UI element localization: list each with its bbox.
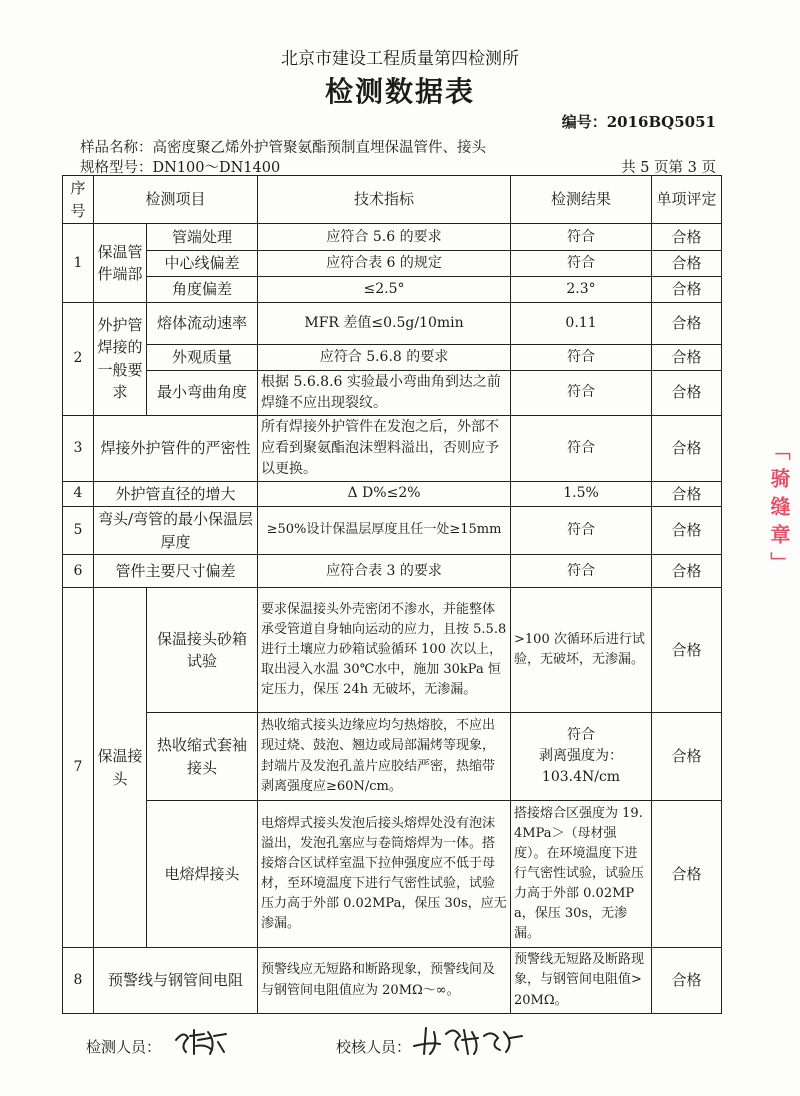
result-cell: 符合: [511, 370, 652, 415]
sample-name: 样品名称：高密度聚乙烯外护管聚氨酯预制直埋保温管件、接头: [80, 140, 486, 156]
spec-cell: 要求保温接头外壳密闭不渗水，并能整体承受管道自身轴向运动的应力，且按 5.5.8 进行土壤应力砂箱试验循环 100 次以上，取出浸入水温 30℃水中，施加 30kPa 恒定压力，保压 24h 无破坏，无渗漏。: [258, 588, 511, 713]
row-number: 1: [63, 224, 94, 303]
rating-cell: 合格: [652, 713, 722, 801]
row-number: 2: [63, 303, 94, 416]
header-item: 检测项目: [94, 176, 258, 224]
table-row: [63, 415, 722, 481]
table-row: [63, 345, 722, 371]
spec-cell: 应符合表 3 的要求: [258, 555, 511, 588]
header-result: 检测结果: [511, 176, 652, 224]
spec-cell: 根据 5.6.8.6 实验最小弯曲角到达之前焊缝不应出现裂纹。: [258, 370, 511, 415]
document-number: 编号：2016BQ5051: [561, 113, 716, 131]
spec-model: 规格型号：DN100～DN1400: [80, 160, 281, 176]
spec-cell: 热收缩式接头边缘应均匀热熔胶，不应出现过烧、鼓泡、翘边或局部漏烤等现象，封端片及发泡孔盖片应胶结严密，热缩带剥离强度应≥60N/cm。: [258, 713, 511, 801]
rating-cell: 合格: [652, 588, 722, 713]
table-row: [63, 370, 722, 415]
rating-cell: 合格: [652, 251, 722, 277]
result-cell: 预警线无短路及断路现象，与钢管间电阻值>20MΩ。: [511, 948, 652, 1014]
rating-cell: 合格: [652, 370, 722, 415]
row-group: 保温接头: [94, 588, 147, 948]
item-cell: 最小弯曲角度: [147, 370, 258, 415]
header-seq: 序号: [63, 176, 94, 224]
row-number: 3: [63, 415, 94, 481]
result-cell: >100 次循环后进行试验，无破坏，无渗漏。: [511, 588, 652, 713]
rating-cell: 合格: [652, 303, 722, 345]
tester-signature: [170, 1022, 232, 1058]
item-cell: 熔体流动速率: [147, 303, 258, 345]
table-row: [63, 507, 722, 555]
table-row: [63, 481, 722, 507]
rating-cell: 合格: [652, 415, 722, 481]
tester-label: 检测人员：: [86, 1038, 162, 1056]
result-cell: 符合: [511, 251, 652, 277]
result-cell: 符合: [511, 507, 652, 555]
result-line: 剥离强度为：: [539, 748, 624, 764]
rating-cell: 合格: [652, 801, 722, 948]
result-line: 符合: [567, 727, 596, 743]
reviewer-label: 校核人员：: [336, 1038, 412, 1056]
row-number: 5: [63, 507, 94, 555]
row-number: 6: [63, 555, 94, 588]
table-row: [63, 948, 722, 1014]
spec-cell: 应符合 5.6 的要求: [258, 224, 511, 251]
rating-cell: 合格: [652, 507, 722, 555]
result-cell: 2.3°: [511, 277, 652, 303]
spec-cell: 应符合 5.6.8 的要求: [258, 345, 511, 371]
item-cell: 电熔焊接头: [147, 801, 258, 948]
item-cell: 预警线与钢管间电阻: [94, 948, 258, 1014]
rating-cell: 合格: [652, 555, 722, 588]
row-number: 7: [63, 588, 94, 948]
table-row: [63, 555, 722, 588]
row-group: 保温管件端部: [94, 224, 147, 303]
seal-stamp: 「骑缝章」: [767, 440, 791, 580]
rating-cell: 合格: [652, 345, 722, 371]
rating-cell: 合格: [652, 481, 722, 507]
table-row: [63, 801, 722, 948]
result-cell: 搭接熔合区强度为 19.4MPa＞（母材强度）。在环境温度下进行气密性试验，试验压力高于外部 0.02MPa，保压 30s，无渗漏。: [511, 801, 652, 948]
item-cell: 管件主要尺寸偏差: [94, 555, 258, 588]
row-group: 外护管焊接的一般要求: [94, 303, 147, 416]
rating-cell: 合格: [652, 277, 722, 303]
spec-cell: 所有焊接外护管件在发泡之后，外部不应看到聚氨酯泡沫塑料溢出，否则应予以更换。: [258, 415, 511, 481]
table-row: [63, 224, 722, 251]
rating-cell: 合格: [652, 224, 722, 251]
item-cell: 热收缩式套袖接头: [147, 713, 258, 801]
spec-cell: 应符合表 6 的规定: [258, 251, 511, 277]
row-number: 4: [63, 481, 94, 507]
table-header-row: [63, 176, 722, 224]
header-rating: 单项评定: [652, 176, 722, 224]
spec-cell: Δ D%≤2%: [258, 481, 511, 507]
result-cell: 0.11: [511, 303, 652, 345]
table-row: [63, 588, 722, 713]
spec-cell: 电熔焊式接头发泡后接头熔焊处没有泡沫溢出，发泡孔塞应与卷筒熔焊为一体。搭接熔合区试样室温下拉伸强度应不低于母材，至环境温度下进行气密性试验，试验压力高于外部 0.02MPa，保压 30s，应无渗漏。: [258, 801, 511, 948]
page-info: 共 5 页第 3 页: [621, 160, 716, 176]
rating-cell: 合格: [652, 948, 722, 1014]
spec-cell: ≥50%设计保温层厚度且任一处≥15mm: [258, 507, 511, 555]
result-line: 103.4N/cm: [541, 769, 621, 785]
document-title: 检测数据表: [324, 75, 475, 108]
item-cell: 角度偏差: [147, 277, 258, 303]
row-number: 8: [63, 948, 94, 1014]
table-row: [63, 303, 722, 345]
header-spec: 技术指标: [258, 176, 511, 224]
result-cell: [511, 713, 652, 801]
spec-cell: MFR 差值≤0.5g/10min: [258, 303, 511, 345]
item-cell: 焊接外护管件的严密性: [94, 415, 258, 481]
table-row: [63, 277, 722, 303]
spec-cell: 预警线应无短路和断路现象，预警线间及与钢管间电阻值应为 20MΩ～∞。: [258, 948, 511, 1014]
result-cell: 符合: [511, 345, 652, 371]
spec-cell: ≤2.5°: [258, 277, 511, 303]
test-data-table: [62, 175, 722, 1014]
result-cell: 符合: [511, 415, 652, 481]
item-cell: 保温接头砂箱试验: [147, 588, 258, 713]
item-cell: 外护管直径的增大: [94, 481, 258, 507]
result-cell: 1.5%: [511, 481, 652, 507]
item-cell: 外观质量: [147, 345, 258, 371]
item-cell: 中心线偏差: [147, 251, 258, 277]
reviewer-signature: [410, 1020, 530, 1060]
organization-name: 北京市建设工程质量第四检测所: [281, 49, 519, 69]
table-row: [63, 713, 722, 801]
table-row: [63, 251, 722, 277]
item-cell: 弯头/弯管的最小保温层厚度: [94, 507, 258, 555]
item-cell: 管端处理: [147, 224, 258, 251]
result-cell: 符合: [511, 555, 652, 588]
result-cell: 符合: [511, 224, 652, 251]
